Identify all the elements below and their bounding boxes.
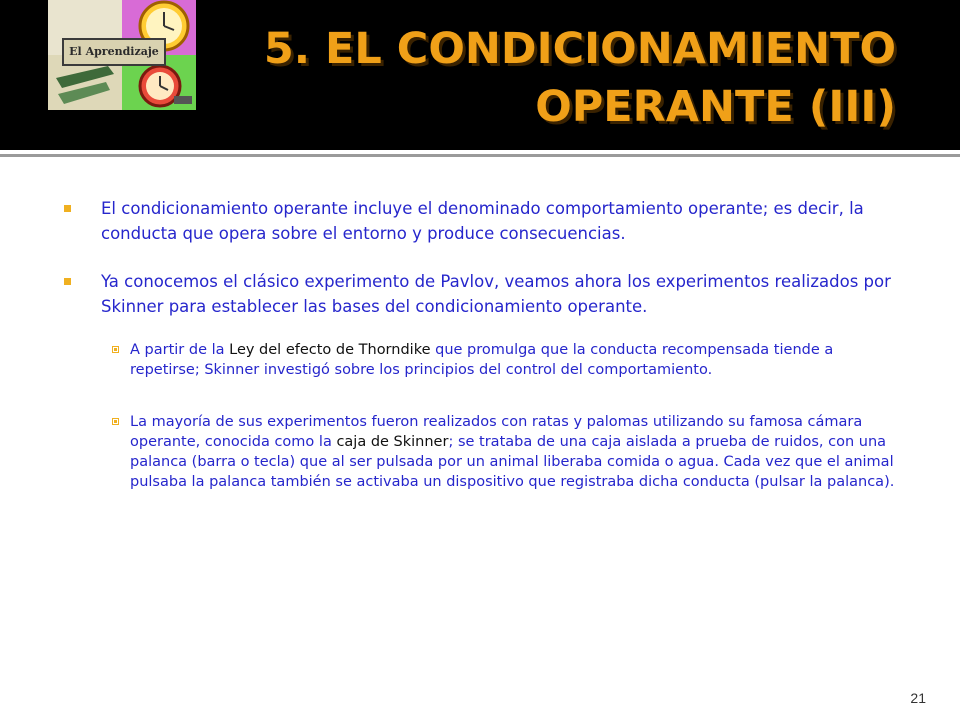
bullet-text: Ya conocemos el clásico experimento de Pavlov, veamos ahora los experimentos realizados por Skinner para establecer las bases del condicionamiento operante. bbox=[101, 272, 891, 316]
slide-title bbox=[256, 20, 896, 136]
bullet-list bbox=[64, 196, 904, 492]
hollow-square-bullet-icon bbox=[112, 418, 119, 425]
thorndike-law-highlight: Ley del efecto de Thorndike bbox=[229, 342, 431, 358]
hollow-square-bullet-icon bbox=[112, 346, 119, 353]
logo-label: El Aprendizaje bbox=[62, 38, 166, 66]
title-line-1: 5. EL CONDICIONAMIENTO bbox=[263, 24, 896, 74]
square-bullet-icon bbox=[64, 205, 71, 212]
divider-shadow bbox=[0, 154, 960, 157]
sub-bullet-item bbox=[64, 412, 904, 492]
skinner-box-highlight: caja de Skinner bbox=[336, 434, 449, 450]
page-number: 21 bbox=[910, 690, 926, 706]
sub-bullet-text-start: A partir de la bbox=[130, 342, 230, 358]
sub-bullet-text-end: ; se trataba de una caja aislada a prueba de ruidos, con una palanca (barra o tecla) que al ser pulsada por un animal liberaba comida o agua. Cada vez que el animal pulsaba la palanca también se activaba un dispositivo que registraba dicha conducta (pulsar la palanca). bbox=[130, 434, 895, 490]
logo-image bbox=[48, 0, 196, 110]
divider bbox=[0, 150, 960, 153]
title-bar bbox=[0, 0, 960, 150]
sub-bullet-item bbox=[64, 340, 904, 380]
bullet-text: El condicionamiento operante incluye el denominado comportamiento operante; es decir, la conducta que opera sobre el entorno y produce consecuencias. bbox=[101, 199, 864, 243]
sub-bullet-text-end: que promulga que la conducta recompensada tiende a repetirse; Skinner investigó sobre los principios del control del comportamiento. bbox=[130, 342, 834, 378]
title-line-2: OPERANTE (III) bbox=[535, 82, 896, 132]
square-bullet-icon bbox=[64, 278, 71, 285]
bullet-item bbox=[64, 269, 904, 319]
bullet-item bbox=[64, 196, 904, 246]
sub-bullet-text-start: La mayoría de sus experimentos fueron realizados con ratas y palomas utilizando su famosa cámara operante, conocida como la bbox=[130, 414, 863, 450]
